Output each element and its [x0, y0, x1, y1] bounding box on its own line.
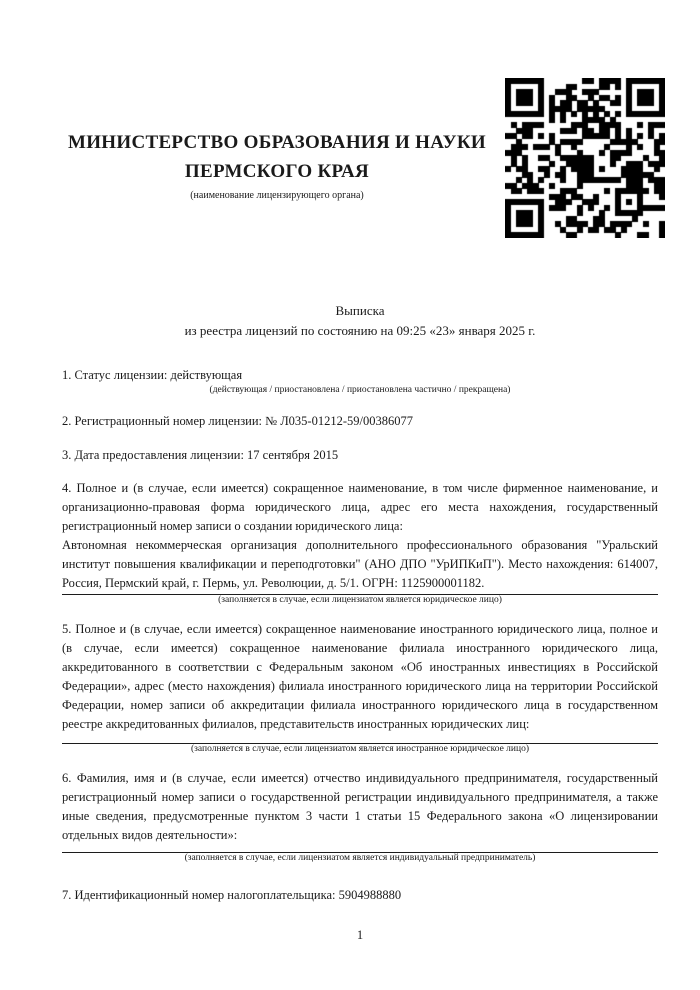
- legal-entity-label: 4. Полное и (в случае, если имеется) сокращенное наименование, в том числе фирменное наименование, и организационно-правовая форма юридического лица, адрес его места нахождения, государственный регистрационный номер записи о создании юридического лица:: [62, 481, 658, 533]
- registration-number-text: 2. Регистрационный номер лицензии: № Л035-01212-59/00386077: [62, 414, 413, 428]
- legal-entity-caption: (заполняется в случае, если лицензиатом является юридическое лицо): [218, 595, 502, 605]
- individual-entrepreneur-caption: (заполняется в случае, если лицензиатом является индивидуальный предприниматель): [184, 853, 536, 863]
- qr-code-icon: [505, 78, 665, 238]
- license-status-text: 1. Статус лицензии: действующая: [62, 368, 243, 382]
- legal-entity-value: Автономная некоммерческая организация дополнительного профессионального образования "Уральский институт повышения квалификации и переподготовки" (АНО ДПО "УрИПКиП"). Место нахождения: 614007, Россия, Пермский край, г. Пермь, ул. Революции, д. 5/1. ОГРН: 1125900001182.: [62, 538, 658, 590]
- license-status-caption: (действующая / приостановлена / приостановлена частично / прекращена): [209, 385, 511, 395]
- item-legal-entity: [62, 479, 658, 606]
- item-license-date: [62, 446, 658, 465]
- item-license-status: [62, 366, 658, 396]
- document-title-line1: Выписка: [335, 303, 385, 318]
- taxpayer-number-text: 7. Идентификационный номер налогоплательщика: 5904988880: [62, 888, 402, 902]
- foreign-entity-caption: (заполняется в случае, если лицензиатом является иностранное юридическое лицо): [191, 744, 529, 754]
- individual-entrepreneur-label: 6. Фамилия, имя и (в случае, если имеется) отчество индивидуального предпринимателя, государственный регистрационный номер записи о государственной регистрации индивидуального предпринимателя, а также иные сведения, предусмотренные пунктом 3 части 1 статьи 15 Федерального закона «О лицензировании отдельных видов деятельности»:: [62, 771, 658, 842]
- ministry-name-line2: ПЕРМСКОГО КРАЯ: [184, 161, 370, 182]
- ministry-name-line1: МИНИСТЕРСТВО ОБРАЗОВАНИЯ И НАУКИ: [67, 132, 487, 153]
- item-registration-number: [62, 412, 658, 431]
- document-body: [62, 366, 658, 905]
- licensing-authority-header: [62, 128, 492, 202]
- foreign-entity-label: 5. Полное и (в случае, если имеется) сокращенное наименование иностранного юридического лица, полное и (в случае, если имеется) сокращенное наименование филиала иностранного юридического лица, аккредитованного в соответствии с Федеральным законом «Об иностранных инвестициях в Российской Федерации», адрес (место нахождения) филиала иностранного юридического лица на территории Российской Федерации, номер записи об аккредитации филиала иностранного юридического лица в государственном реестре аккредитованных филиалов, представительств иностранных юридических лиц:: [62, 622, 658, 731]
- document-title-line2: из реестра лицензий по состоянию на 09:25 «23» января 2025 г.: [184, 323, 536, 338]
- page-number: 1: [356, 928, 364, 942]
- item-taxpayer-number: [62, 886, 658, 905]
- item-individual-entrepreneur: [62, 769, 658, 864]
- item-foreign-entity: [62, 620, 658, 755]
- licensing-authority-caption: (наименование лицензирующего органа): [190, 190, 364, 201]
- license-date-text: 3. Дата предоставления лицензии: 17 сентября 2015: [62, 448, 339, 462]
- document-title: [62, 301, 658, 341]
